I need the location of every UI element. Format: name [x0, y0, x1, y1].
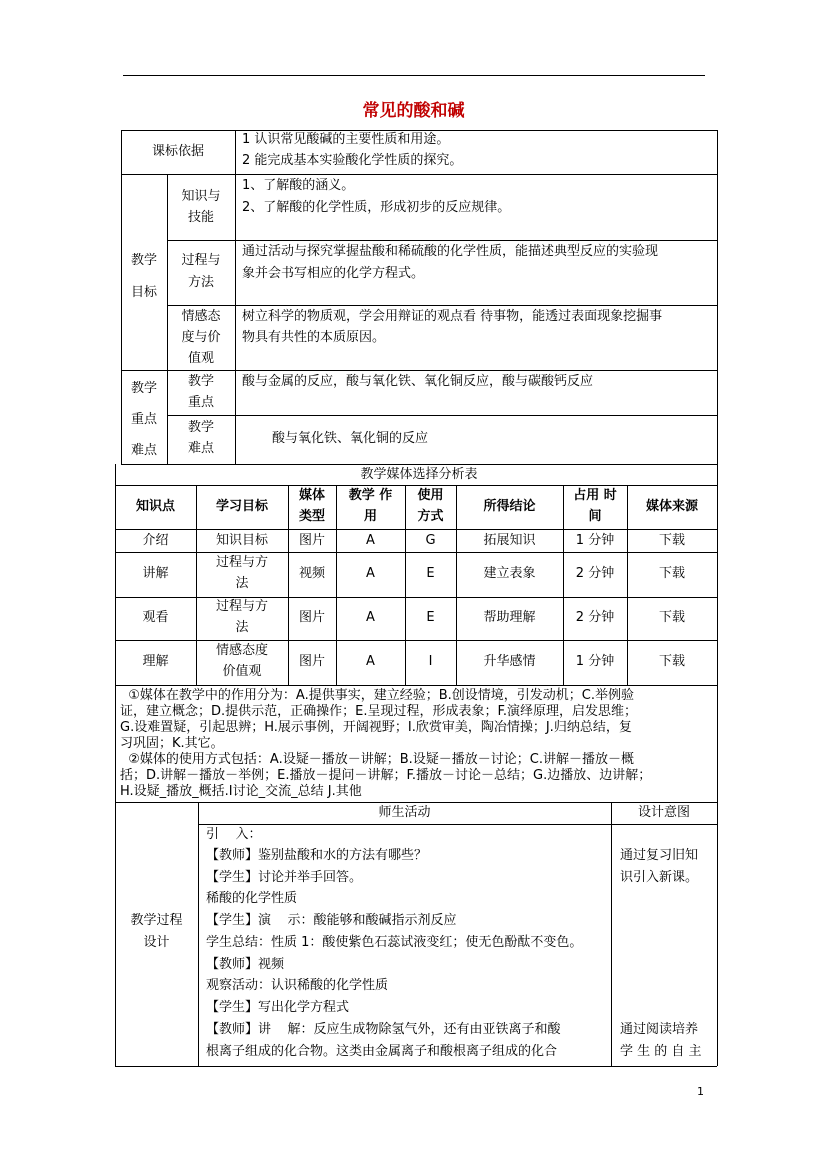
cell-time: 1 分钟 — [575, 654, 615, 669]
cell-goal: 情感态度 — [215, 643, 268, 658]
goal-knowledge-line-1: 1、了解酸的涵义。 — [242, 178, 355, 193]
col-header-type-2: 类型 — [298, 509, 325, 524]
intent-line: 通过复习旧知 — [620, 848, 699, 863]
goals-label-1: 教学 — [130, 253, 157, 268]
activity-line: 稀酸的化学性质 — [206, 891, 298, 906]
kebiao-line-1: 1 认识常见酸碱的主要性质和用途。 — [242, 132, 450, 147]
col-header-time-1: 占用 时 — [573, 488, 617, 503]
cell-type: 图片 — [298, 654, 325, 669]
nandian-label-2: 难点 — [187, 441, 214, 456]
zhongdian-text: 酸与金属的反应，酸与氧化铁、氧化铜反应，酸与碳酸钙反应 — [242, 374, 594, 389]
col-header-mode-2: 方式 — [417, 509, 444, 524]
col-header-goal: 学习目标 — [215, 499, 268, 514]
goal-emotion-line-1: 树立科学的物质观，学会用辩证的观点看 待事物，能透过表面现象挖掘事 — [242, 309, 663, 324]
cell-source: 下载 — [658, 533, 685, 548]
goal-knowledge-label-2: 技能 — [187, 210, 214, 225]
col-activity-header: 师生活动 — [378, 805, 431, 820]
cell-type: 图片 — [298, 610, 325, 625]
nandian-label-1: 教学 — [187, 420, 214, 435]
cell-goal-line-2: 价值观 — [222, 664, 262, 679]
goal-knowledge-label-1: 知识与 — [181, 189, 221, 204]
notes-line-2: 证，建立概念；D.提供示范，正确操作；E.呈现过程，形成表象；F.演绎原理，启发思维； — [120, 704, 638, 719]
notes-line-1: ①媒体在教学中的作用分为：A.提供事实，建立经验；B.创设情境，引发动机；C.举例验 — [120, 688, 634, 703]
key-label-2: 重点 — [130, 412, 157, 427]
cell-role: A — [366, 533, 375, 548]
col-header-result: 所得结论 — [483, 499, 536, 514]
activity-line: 【学生】讨论并举手回答。 — [206, 870, 363, 885]
activity-line: 学生总结：性质 1：酸使紫色石蕊试液变红；使无色酚酞不变色。 — [206, 935, 583, 950]
goal-emotion-label-2: 度与价 — [181, 330, 221, 345]
col-header-source: 媒体来源 — [645, 499, 698, 514]
zhongdian-label-1: 教学 — [187, 374, 214, 389]
goal-emotion-line-2: 物具有共性的本质原因。 — [242, 330, 386, 345]
cell-source: 下载 — [658, 566, 685, 581]
intent-line: 识引入新课。 — [620, 870, 699, 885]
cell-goal-line-2: 法 — [235, 620, 249, 635]
cell-mode: I — [428, 654, 433, 669]
activity-line: 【学生】演 示：酸能够和酸碱指示剂反应 — [206, 913, 457, 928]
cell-mode: E — [426, 566, 435, 581]
notes-line-5: ②媒体的使用方式包括：A.设疑－播放－讲解；B.设疑－播放－讨论；C.讲解－播放－概 — [120, 752, 634, 767]
col-header-type-1: 媒体 — [298, 488, 325, 503]
goal-process-label-1: 过程与 — [181, 253, 221, 268]
cell-mode: G — [425, 533, 436, 548]
process-label-1: 教学过程 — [130, 913, 183, 928]
goal-knowledge-line-2: 2、了解酸的化学性质，形成初步的反应规律。 — [242, 200, 511, 215]
cell-point: 观看 — [142, 610, 169, 625]
notes-line-7: H.设疑_播放_概括.I讨论_交流_总结 J.其他 — [120, 784, 362, 799]
cell-result: 拓展知识 — [483, 533, 536, 548]
col-header-role-1: 教学 作 — [348, 488, 393, 503]
goal-process-line-1: 通过活动与探究掌握盐酸和稀硫酸的化学性质，能描述典型反应的实验现 — [242, 244, 659, 259]
key-label-3: 难点 — [130, 443, 157, 458]
cell-role: A — [366, 654, 375, 669]
notes-line-3: G.设难置疑，引起思辨；H.展示事例，开阔视野；I.欣赏审美，陶冶情操；J.归纳总结，复 — [120, 720, 632, 735]
col-header-point: 知识点 — [135, 499, 175, 514]
cell-point: 讲解 — [142, 566, 169, 581]
activity-line: 【教师】鉴别盐酸和水的方法有哪些？ — [206, 848, 428, 863]
cell-source: 下载 — [658, 654, 685, 669]
intent-line: 通过阅读培养 — [620, 1022, 699, 1037]
key-label-1: 教学 — [130, 381, 157, 396]
cell-result: 帮助理解 — [483, 610, 536, 625]
goal-emotion-label-3: 值观 — [187, 351, 214, 366]
cell-goal: 知识目标 — [215, 533, 268, 548]
cell-point: 理解 — [142, 654, 169, 669]
process-label-2: 设计 — [143, 935, 170, 950]
intent-line: 学 生 的 自 主 — [620, 1044, 702, 1059]
cell-mode: E — [426, 610, 435, 625]
cell-result: 建立表象 — [483, 566, 536, 581]
activity-line: 【教师】讲 解：反应生成物除氢气外，还有由亚铁离子和酸 — [206, 1022, 561, 1037]
page-number: 1 — [697, 1085, 704, 1098]
col-intent-header: 设计意图 — [637, 805, 690, 820]
cell-time: 2 分钟 — [575, 610, 615, 625]
cell-source: 下载 — [658, 610, 685, 625]
notes-line-4: 习巩固；K.其它。 — [120, 736, 224, 751]
cell-time: 2 分钟 — [575, 566, 615, 581]
kebiao-line-2: 2 能完成基本实验酸化学性质的探究。 — [242, 153, 463, 168]
activity-line: 观察活动：认识稀酸的化学性质 — [206, 978, 389, 993]
cell-goal-line-2: 法 — [235, 576, 249, 591]
nandian-text: 酸与氧化铁、氧化铜的反应 — [272, 431, 429, 446]
goal-process-line-2: 象并会书写相应的化学方程式。 — [242, 266, 425, 281]
activity-line: 引 入： — [206, 827, 262, 842]
cell-result: 升华感情 — [483, 654, 536, 669]
media-caption: 教学媒体选择分析表 — [360, 467, 478, 482]
col-header-mode-1: 使用 — [417, 488, 444, 503]
notes-line-6: 括；D.讲解－播放－举例；E.播放－提问－讲解；F.播放－讨论－总结；G.边播放、边讲解； — [120, 768, 652, 783]
col-header-role-2: 用 — [363, 509, 377, 524]
page-title: 常见的酸和碱 — [362, 101, 465, 121]
cell-type: 视频 — [298, 566, 325, 581]
activity-line: 【学生】写出化学方程式 — [206, 1000, 350, 1015]
cell-role: A — [366, 610, 375, 625]
zhongdian-label-2: 重点 — [187, 395, 214, 410]
goal-emotion-label-1: 情感态 — [181, 309, 221, 324]
activity-line: 【教师】视频 — [206, 957, 285, 972]
cell-goal: 过程与方 — [215, 555, 268, 570]
goal-process-label-2: 方法 — [187, 275, 214, 290]
cell-type: 图片 — [298, 533, 325, 548]
cell-goal: 过程与方 — [215, 599, 268, 614]
header-rule — [123, 75, 705, 76]
cell-time: 1 分钟 — [575, 533, 615, 548]
activity-line: 根离子组成的化合物。这类由金属离子和酸根离子组成的化合 — [206, 1044, 558, 1059]
kebiao-label: 课标依据 — [151, 144, 204, 159]
cell-point: 介绍 — [142, 533, 169, 548]
cell-role: A — [366, 566, 375, 581]
col-header-time-2: 间 — [588, 509, 602, 524]
goals-label-2: 目标 — [130, 285, 157, 300]
